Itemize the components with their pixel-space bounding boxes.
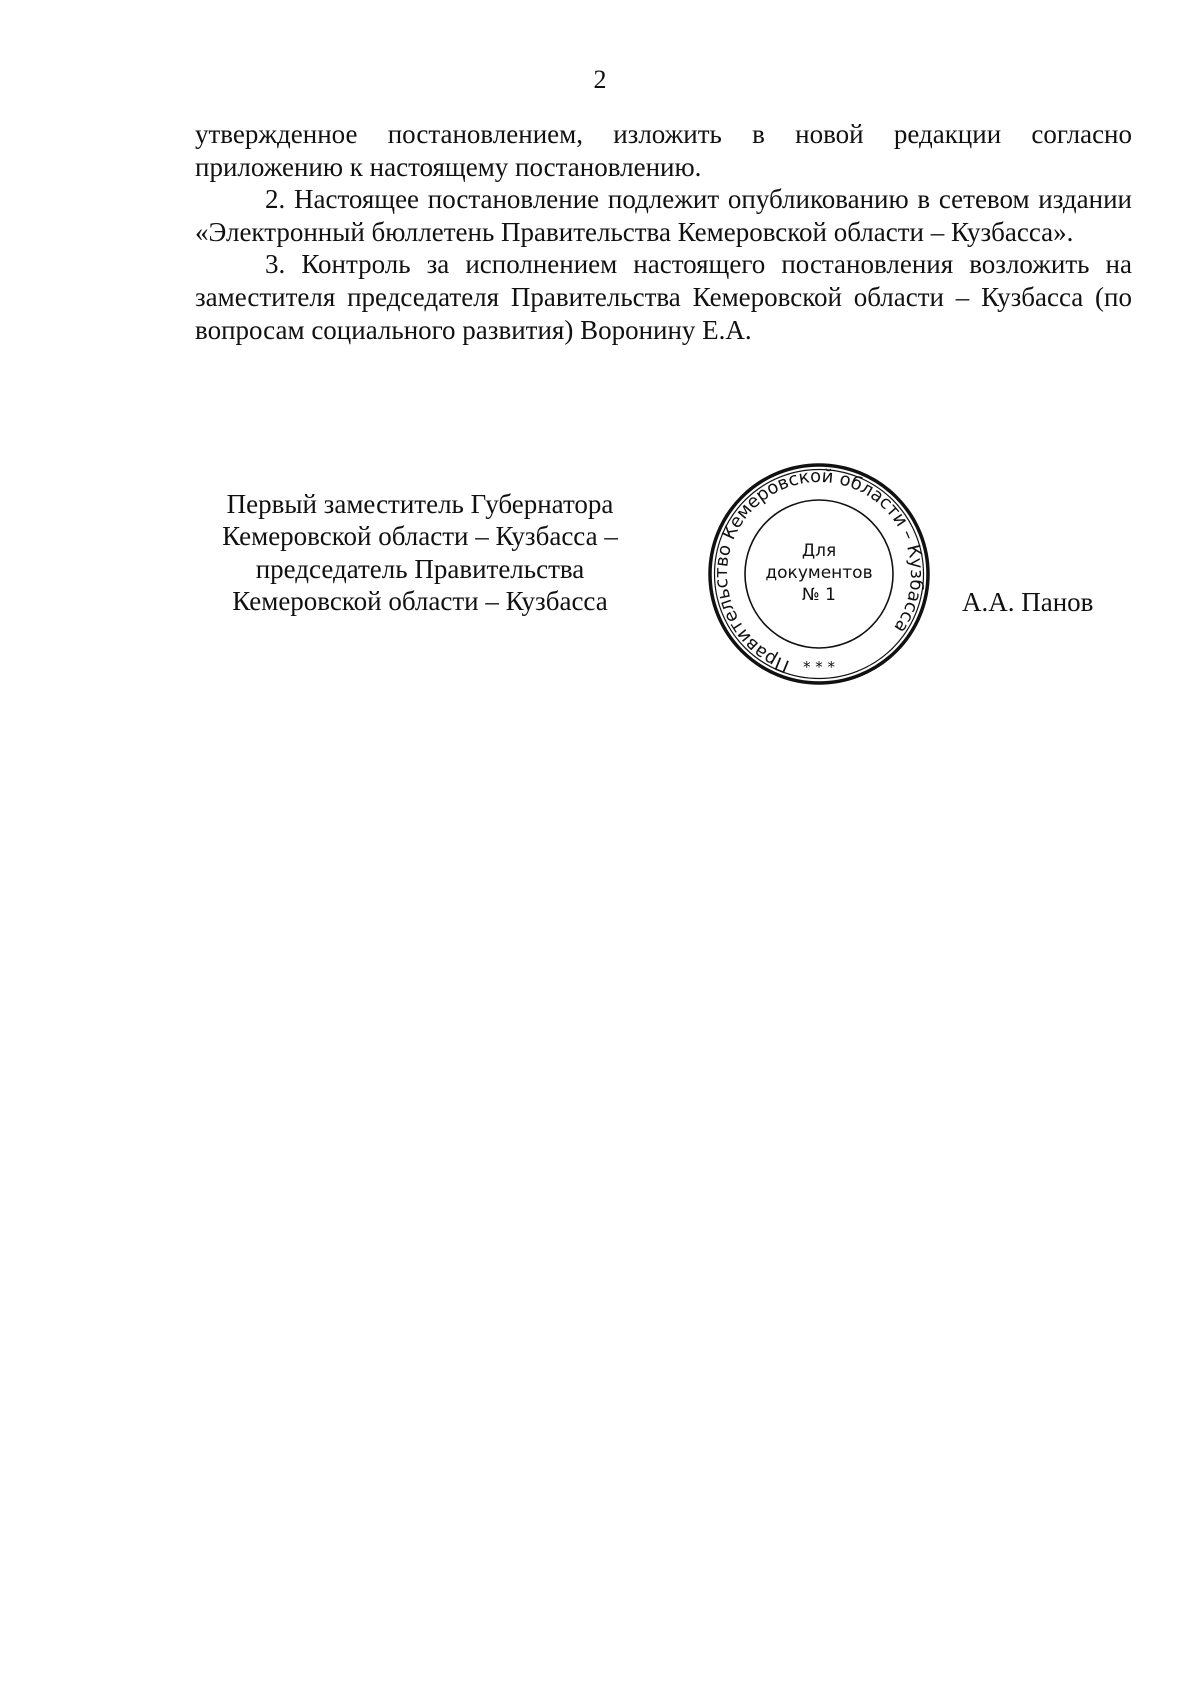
seal-stars: * * * — [802, 658, 836, 676]
seal-center-line: Для — [801, 541, 837, 561]
official-seal — [707, 462, 931, 686]
signatory-position-line: Кемеровской области – Кузбасса — [232, 586, 608, 617]
seal-graphic — [707, 462, 931, 686]
paragraph-publication: 2. Настоящее постановление подлежит опубликованию в сетевом издании «Электронный бюллетень Правительства Кемеровской области – Кузбасса». — [195, 184, 1132, 247]
signatory-position — [200, 488, 640, 618]
signatory-position-line: Кемеровской области – Кузбасса – — [222, 521, 618, 552]
paragraph-continuation: утвержденное постановлением, изложить в новой редакции согласно приложению к настоящему постановлению. — [195, 119, 1132, 182]
body-text — [195, 118, 1132, 346]
seal-ring-text: Правительство Кемеровской области – Кузбасса — [710, 465, 928, 677]
seal-center-line: № 1 — [802, 585, 836, 605]
signatory-name: А.А. Панов — [962, 587, 1094, 617]
signatory-position-line: Первый заместитель Губернатора — [226, 489, 614, 519]
seal-center-line: документов — [765, 563, 873, 583]
paragraph-control: 3. Контроль за исполнением настоящего постановления возложить на заместителя председателя Правительства Кемеровской области – Кузбасса (по вопросам социального развития) Воронину Е.А. — [195, 249, 1132, 345]
page-number: 2 — [593, 65, 607, 94]
signatory-position-line: председатель Правительства — [255, 553, 585, 584]
